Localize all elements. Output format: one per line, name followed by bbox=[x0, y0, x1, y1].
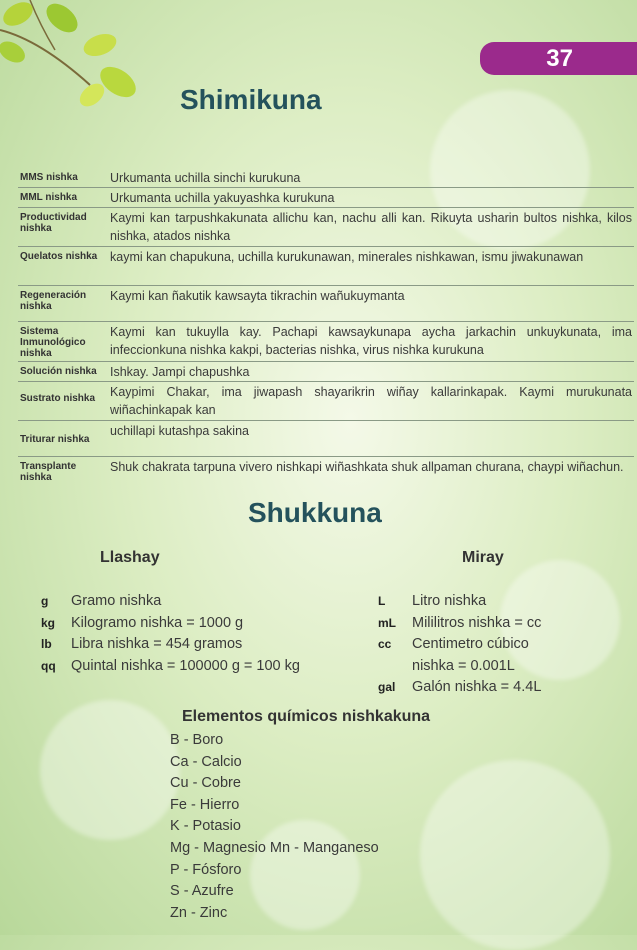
unit-abbr: qq bbox=[41, 658, 56, 673]
unit-name: Litro nishka bbox=[412, 593, 487, 609]
unit-row bbox=[41, 656, 300, 678]
unit-abbr: L bbox=[378, 594, 386, 608]
unit-name: Kilogramo nishka = 1000 g bbox=[71, 614, 244, 631]
unit-abbr: mL bbox=[378, 615, 396, 630]
unit-row bbox=[378, 656, 541, 678]
volume-heading: Miray bbox=[462, 549, 504, 566]
glossary-row bbox=[18, 168, 634, 188]
glossary-definition: Urkumanta uchilla sinchi kurukuna bbox=[110, 171, 301, 185]
glossary-definition: Ishkay. Jampi chapushka bbox=[110, 365, 250, 379]
unit-name: Quintal nishka = 100000 g = 100 kg bbox=[71, 657, 300, 674]
glossary-term: Productividad nishka bbox=[20, 212, 87, 234]
glossary-row bbox=[18, 322, 634, 362]
glossary-title: Shimikuna bbox=[180, 84, 322, 115]
glossary-definition: Kaypimi Chakar, ima jiwapash shayarikrin wiñay kallarinkapak. Kaymi murukunata wiñachinkapak kan bbox=[110, 385, 632, 417]
glossary-row bbox=[18, 247, 634, 286]
unit-abbr: g bbox=[41, 594, 49, 608]
unit-row bbox=[378, 634, 541, 656]
glossary-definition: Urkumanta uchilla yakuyashka kurukuna bbox=[110, 191, 335, 205]
glossary-term: Regeneración nishka bbox=[20, 290, 87, 312]
volume-units-list bbox=[378, 591, 541, 699]
glossary-row bbox=[18, 421, 634, 457]
glossary-term: Sustrato nishka bbox=[20, 393, 96, 404]
glossary-row bbox=[18, 286, 634, 322]
glossary-term: MMS nishka bbox=[20, 172, 78, 183]
list-item: Fe - Hierro bbox=[170, 796, 240, 813]
unit-row bbox=[378, 613, 541, 635]
list-item: Zn - Zinc bbox=[170, 904, 228, 921]
leaves-decoration-icon bbox=[0, 0, 150, 115]
glossary-row bbox=[18, 362, 634, 382]
unit-name: Gramo nishka bbox=[71, 593, 162, 609]
unit-name: Galón nishka = 4.4L bbox=[412, 679, 542, 695]
units-title: Shukkuna bbox=[248, 497, 382, 528]
glossary-term: MML nishka bbox=[20, 192, 78, 203]
unit-row bbox=[41, 591, 300, 613]
glossary-row bbox=[18, 208, 634, 247]
glossary-definition: Kaymi kan ñakutik kawsayta tikrachin wañukuymanta bbox=[110, 289, 405, 303]
list-item: K - Potasio bbox=[170, 818, 241, 835]
unit-abbr: gal bbox=[378, 680, 396, 694]
unit-row bbox=[378, 591, 541, 613]
glossary-row bbox=[18, 188, 634, 208]
glossary-term: Triturar nishka bbox=[20, 434, 90, 445]
glossary-definition: uchillapi kutashpa sakina bbox=[110, 424, 249, 438]
list-item: Mg - Magnesio Mn - Manganeso bbox=[170, 839, 379, 856]
glossary-term: Quelatos nishka bbox=[20, 251, 98, 262]
unit-abbr: kg bbox=[41, 615, 56, 630]
list-item: P - Fósforo bbox=[170, 861, 242, 878]
glossary-table bbox=[18, 168, 634, 495]
weight-units-list bbox=[41, 591, 300, 677]
list-item: S - Azufre bbox=[170, 883, 234, 900]
page-number-tab bbox=[480, 42, 637, 75]
unit-name: Libra nishka = 454 gramos bbox=[71, 636, 243, 652]
unit-row bbox=[378, 677, 541, 699]
glossary-definition: Shuk chakrata tarpuna vivero nishkapi wiñashkata shuk allpaman churana, chaypi wiñachun. bbox=[110, 460, 624, 474]
weight-heading: Llashay bbox=[100, 549, 160, 566]
glossary-definition: kaymi kan chapukuna, uchilla kurukunawan, minerales nishkawan, ismu jiwakunawan bbox=[110, 250, 584, 264]
unit-name: Mililitros nishka = cc bbox=[412, 614, 542, 631]
list-item: Ca - Calcio bbox=[170, 753, 242, 770]
unit-abbr: cc bbox=[378, 637, 392, 651]
glossary-term: Sistema Inmunológico nishka bbox=[20, 326, 86, 359]
glossary-definition: Kaymi kan tukuylla kay. Pachapi kawsaykunapa aycha jarkachin unkuykunata, ima infeccionkuna nishka kakpi, bacterias nishka, virus nishka kurukuna bbox=[110, 325, 632, 357]
list-item: B - Boro bbox=[170, 732, 224, 748]
unit-name: nishka = 0.001L bbox=[412, 657, 515, 674]
glossary-row bbox=[18, 457, 634, 495]
unit-row bbox=[41, 613, 300, 635]
glossary-term: Solución nishka bbox=[20, 366, 97, 377]
glossary-definition: Kaymi kan tarpushkakunata allichu kan, nachu alli kan. Rikuyta usharin bultos nishka, kilos nishka, atados nishka bbox=[110, 211, 632, 243]
unit-row bbox=[41, 634, 300, 656]
page-number: 37 bbox=[546, 45, 573, 72]
glossary-row bbox=[18, 382, 634, 421]
unit-abbr bbox=[378, 656, 412, 678]
elements-list bbox=[170, 730, 379, 924]
elements-heading: Elementos químicos nishkakuna bbox=[182, 708, 431, 725]
unit-name: Centimetro cúbico bbox=[412, 636, 529, 652]
unit-abbr: lb bbox=[41, 637, 52, 651]
glossary-term: Transplante nishka bbox=[20, 461, 77, 483]
list-item: Cu - Cobre bbox=[170, 775, 241, 792]
